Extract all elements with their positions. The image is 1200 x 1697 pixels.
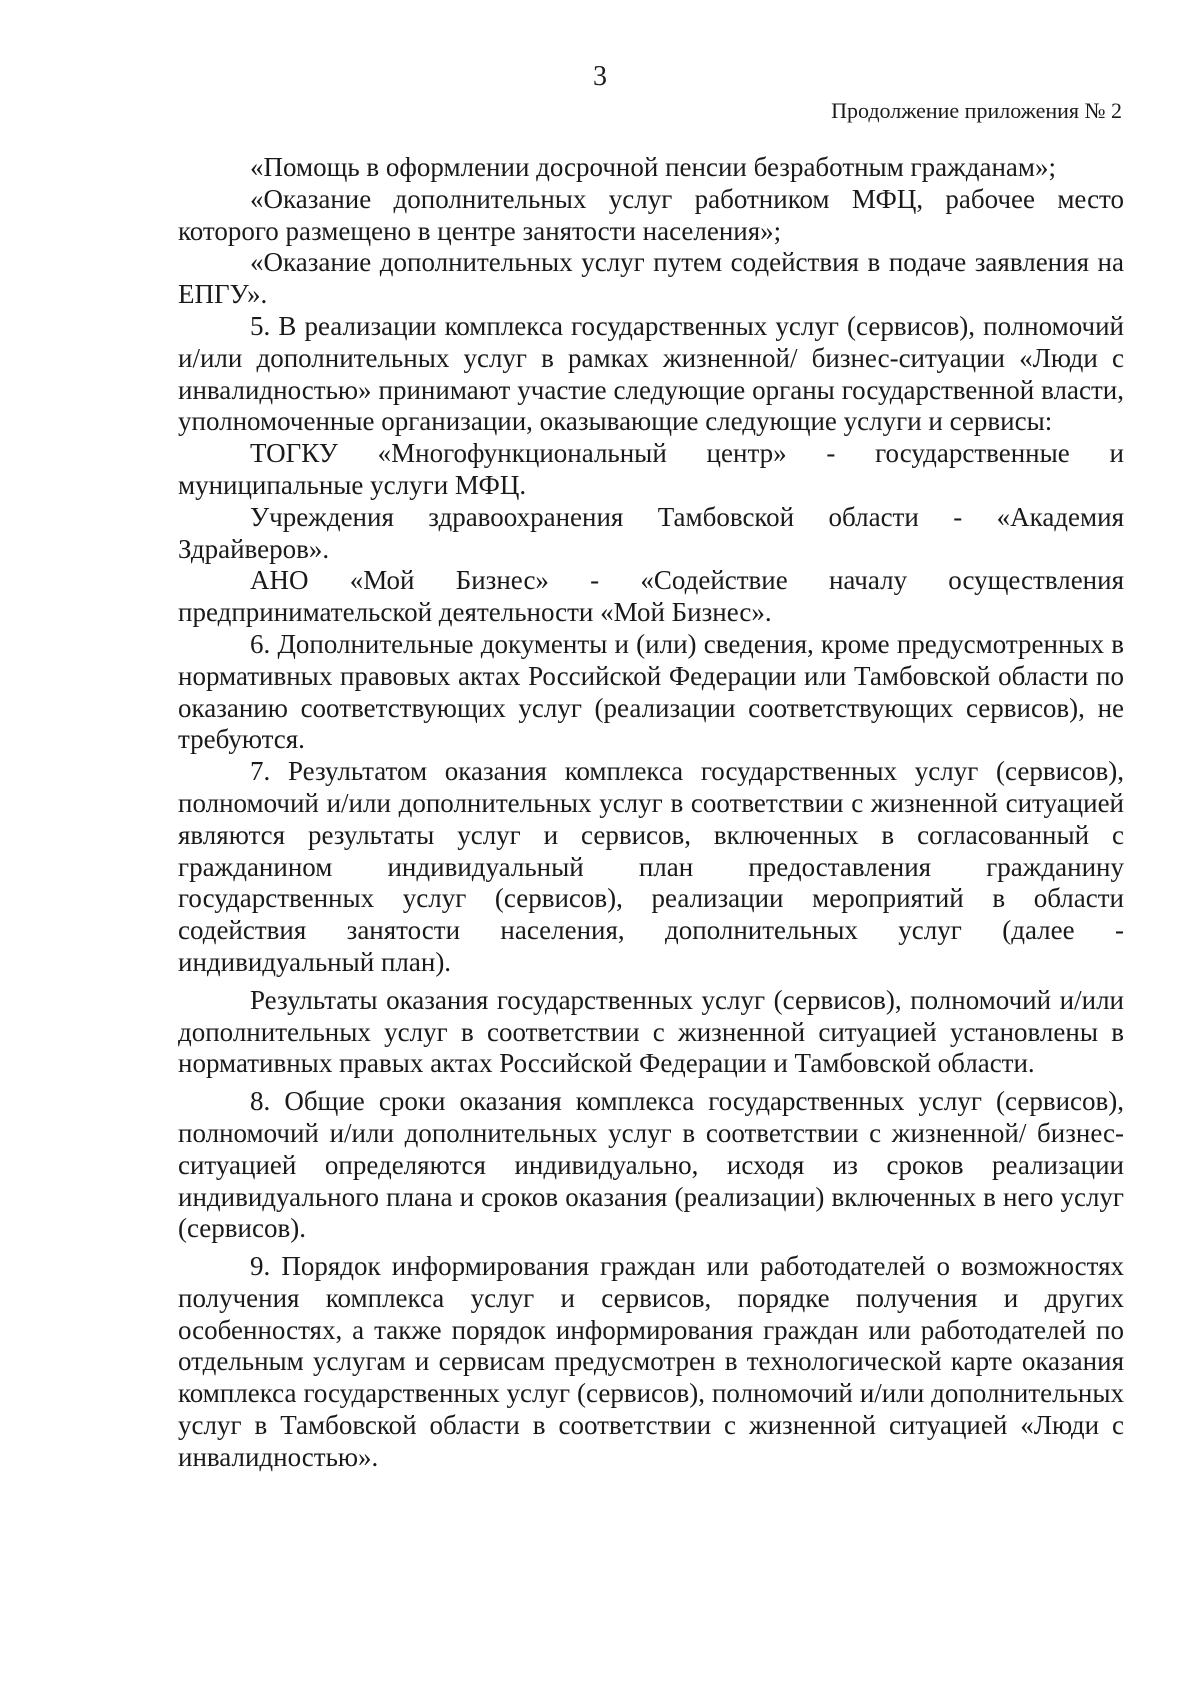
paragraph-item-8: 8. Общие сроки оказания комплекса государственных услуг (сервисов), полномочий и/или дополнительных услуг в соответствии с жизненной/ бизнес-ситуацией определяются индивидуально, исходя из сроков реализации индивидуального плана и сроков оказания (реализации) включенных в него услуг (сервисов). <box>178 1086 1124 1244</box>
paragraph-togku-mfc: ТОГКУ «Многофункциональный центр» - государственные и муниципальные услуги МФЦ. <box>178 438 1124 500</box>
paragraph-mfc-employee-services: «Оказание дополнительных услуг работником МФЦ, рабочее место которого размещено в центре занятости населения»; <box>178 183 1124 246</box>
paragraph-item-7: 7. Результатом оказания комплекса государственных услуг (сервисов), полномочий и/или дополнительных услуг в соответствии с жизненной ситуацией являются результаты услуг и сервисов, включенных в согласованный с гражданином индивидуальный план предоставления гражданину государственных услуг (сервисов), реализации мероприятий в области содействия занятости населения, дополнительных услуг (далее - индивидуальный план). <box>178 756 1124 977</box>
paragraph-item-9: 9. Порядок информирования граждан или работодателей о возможностях получения комплекса услуг и сервисов, порядке получения и других особенностях, а также порядок информирования граждан или работодателей по отдельным услугам и сервисам предусмотрен в технологической карте оказания комплекса государственных услуг (сервисов), полномочий и/или дополнительных услуг в Тамбовской области в соответствии с жизненной ситуацией «Люди с инвалидностью». <box>178 1251 1124 1472</box>
paragraph-epgu-application: «Оказание дополнительных услуг путем содействия в подаче заявления на ЕПГУ». <box>178 247 1124 310</box>
paragraph-early-pension: «Помощь в оформлении досрочной пенсии безработным гражданам»; <box>250 152 1056 182</box>
paragraph-item-6: 6. Дополнительные документы и (или) сведения, кроме предусмотренных в нормативных правовых актах Российской Федерации или Тамбовской области по оказанию соответствующих услуг (реализации соответствующих сервисов), не требуются. <box>178 628 1124 755</box>
appendix-continuation-note: Продолжение приложения № 2 <box>831 98 1122 123</box>
paragraph-ano-my-business: АНО «Мой Бизнес» - «Содействие началу осуществления предпринимательской деятельности «Мой Бизнес». <box>178 565 1124 628</box>
paragraph-results: Результаты оказания государственных услуг (сервисов), полномочий и/или дополнительных услуг в соответствии с жизненной ситуацией установлены в нормативных правых актах Российской Федерации и Тамбовской области. <box>178 984 1124 1079</box>
paragraph-item-5: 5. В реализации комплекса государственных услуг (сервисов), полномочий и/или дополнительных услуг в рамках жизненной/ бизнес-ситуации «Люди с инвалидностью» принимают участие следующие органы государственной власти, уполномоченные организации, оказывающие следующие услуги и сервисы: <box>178 310 1124 437</box>
page-number: 3 <box>593 61 607 92</box>
document-body <box>178 152 1124 1474</box>
paragraph-healthcare: Учреждения здравоохранения Тамбовской области - «Академия Здрайверов». <box>178 501 1124 564</box>
